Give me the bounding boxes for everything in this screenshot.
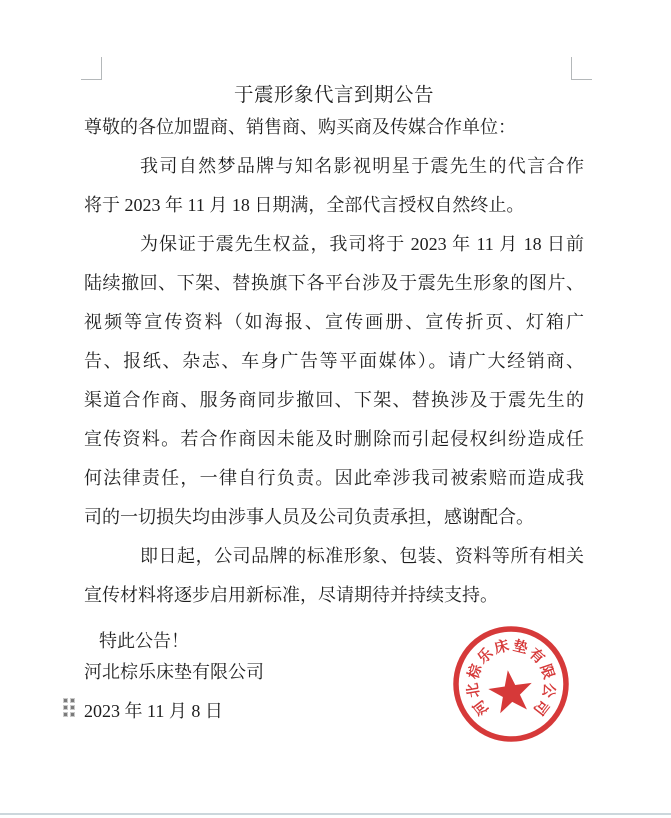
text-boundary-mark-left [81,57,102,80]
svg-text:北: 北 [464,681,484,699]
svg-text:棕: 棕 [465,662,486,682]
body-line: 司的一切损失均由涉事人员及公司负责承担，感谢配合。 [84,507,534,527]
body-line: 宣传资料。若合作商因未能及时删除而引起侵权纠纷造成任 [84,429,584,449]
svg-text:床: 床 [492,638,511,658]
closing-line: 特此公告！ [99,631,189,651]
svg-text:限: 限 [536,662,557,682]
page-title: 于震形象代言到期公告 [233,85,434,106]
page-bottom-edge [0,813,671,815]
svg-text:垫: 垫 [511,638,530,658]
body-line: 将于 2023 年 11 月 18 日期满，全部代言授权自然终止。 [84,195,525,215]
document-body [84,147,584,615]
body-line: 即日起，公司品牌的标准形象、包装、资料等所有相关 [140,546,584,566]
body-line: 视频等宣传资料（如海报、宣传画册、宣传折页、灯箱广 [84,312,584,332]
svg-text:乐: 乐 [474,645,497,668]
text-boundary-mark-right [571,57,592,80]
star-icon [486,667,535,714]
body-line: 陆续撤回、下架、替换旗下各平台涉及于震先生形象的图片、 [84,273,584,293]
signature-company: 河北棕乐床垫有限公司 [84,662,264,682]
company-seal [450,623,572,745]
svg-text:有: 有 [525,645,548,668]
svg-text:河: 河 [470,696,493,718]
greeting-line: 尊敬的各位加盟商、销售商、购买商及传媒合作单位： [84,117,516,137]
body-line: 为保证于震先生权益，我司将于 2023 年 11 月 18 日前 [140,234,584,254]
signature-date: 2023 年 11 月 8 日 [84,701,223,721]
paragraph-handle-dots [64,699,74,716]
body-line: 我司自然梦品牌与知名影视明星于震先生的代言合作 [140,156,584,176]
body-line: 宣传材料将逐步启用新标准，尽请期待并持续支持。 [84,585,498,605]
svg-text:公: 公 [538,681,558,699]
svg-text:司: 司 [529,696,552,718]
body-line: 告、报纸、杂志、车身广告等平面媒体）。请广大经销商、 [84,351,584,371]
body-line: 渠道合作商、服务商同步撤回、下架、替换涉及于震先生的 [84,390,584,410]
body-line: 何法律责任，一律自行负责。因此牵涉我司被索赔而造成我 [84,468,584,488]
